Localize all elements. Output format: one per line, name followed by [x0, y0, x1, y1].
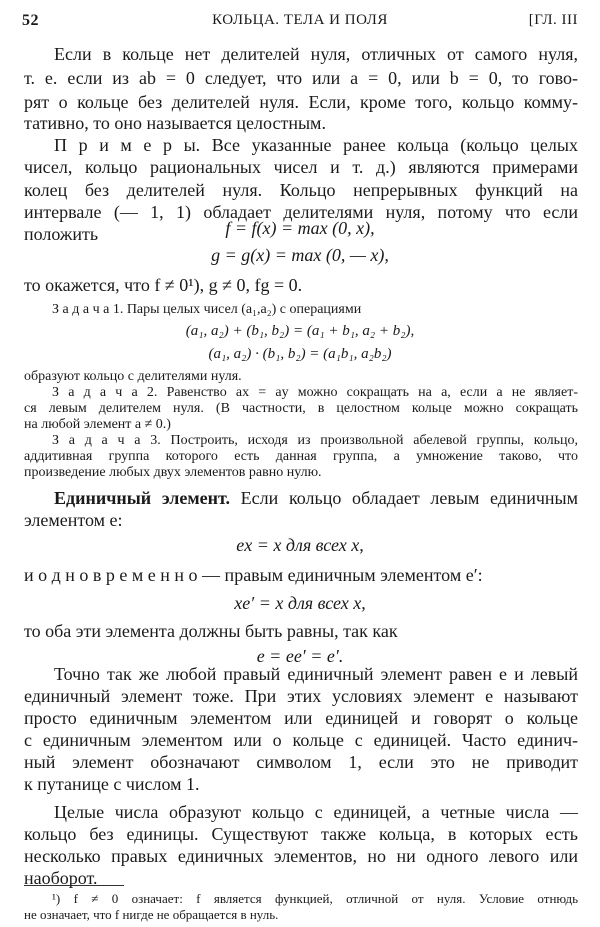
task1-formula: (a₁, a₂) + (b₁, b₂) = (a₁ + b₁, a₂ + b₂),: [185, 323, 415, 339]
task1-end: образуют кольцо с делителями нуля.: [24, 369, 242, 384]
formula-g: g = g(x) = max (0, — x),: [211, 245, 389, 265]
task2-line: ся левым делителем нуля. (В частности, в целостном кольце можно сокращать: [24, 401, 578, 416]
body-line: колец без делителей нуля. Кольцо непрерывных функций на: [24, 180, 578, 200]
body-line: чисел, кольцо рациональных чисел и т. д.) являются примерами: [24, 157, 578, 177]
formula-equality: e = ee′ = e′.: [256, 646, 344, 666]
task2-line: З а д а ч а 2. Равенство ax = ay можно сокращать на a, если a не являет-: [52, 385, 578, 400]
body-line: то окажется, что f ≠ 0¹), g ≠ 0, fg = 0.: [24, 275, 303, 295]
body-line: элементом e:: [24, 510, 123, 530]
body-line: и о д н о в р е м е н н о — правым единичным элементом e′:: [24, 565, 483, 585]
formula-f: f = f(x) = max (0, x),: [225, 218, 375, 238]
task1-formula: (a₁, a₂) · (b₁, b₂) = (a₁b₁, a₂b₂): [208, 346, 392, 362]
task3-line: З а д а ч а 3. Построить, исходя из произвольной абелевой группы, кольцо,: [52, 433, 578, 448]
body-line: то оба эти элемента должны быть равны, так как: [24, 621, 398, 641]
body-line: несколько правых единичных элементов, но ни одного левого или: [24, 846, 578, 866]
task1-intro: З а д а ч а 1. Пары целых чисел (a₁,a₂) с операциями: [52, 302, 362, 317]
body-line: Точно так же любой правый единичный элемент равен e и левый: [54, 664, 578, 684]
body-line: с единичным элементом или о кольце с единицей. Часто единич-: [24, 730, 578, 750]
body-line: к путанице с числом 1.: [24, 774, 200, 794]
footnote-line: не означает, что f нигде не обращается в нуль.: [24, 907, 279, 922]
task3-line: произведение любых двух элементов равно нулю.: [24, 465, 322, 480]
task3-line: аддитивная группа которого есть данная группа, а умножение таково, что: [24, 449, 578, 464]
body-line: т. е. если из ab = 0 следует, что или a = 0, или b = 0, то гово-: [24, 68, 578, 88]
body-line: наоборот.: [24, 868, 98, 888]
body-line: кольцо без единицы. Существуют также кольца, в которых есть: [24, 824, 578, 844]
running-title: КОЛЬЦА. ТЕЛА И ПОЛЯ: [212, 12, 388, 28]
body-line: положить: [24, 224, 99, 244]
body-line: П р и м е р ы. Все указанные ранее кольца (кольцо целых: [54, 135, 578, 155]
task2-line: на любой элемент a ≠ 0.): [24, 417, 171, 432]
page-header: [22, 12, 578, 32]
body-line: рят о кольце без делителей нуля. Если, кроме того, кольцо комму-: [24, 92, 578, 112]
formula-right-unit: xe′ = x для всех x,: [234, 593, 366, 613]
chapter-label: [ГЛ. III: [528, 12, 578, 28]
body-line: Если в кольце нет делителей нуля, отличных от самого нуля,: [54, 44, 578, 64]
page-number: 52: [22, 12, 39, 29]
body-line: единичный элемент тоже. При этих условиях элемент e называют: [24, 686, 578, 706]
section-heading-line: Единичный элемент. Если кольцо обладает левым единичным: [54, 488, 578, 508]
section-term: Единичный элемент.: [54, 488, 230, 508]
body-line: ный элемент обозначают символом 1, если это не приводит: [24, 752, 578, 772]
formula-left-unit: ex = x для всех x,: [236, 535, 364, 555]
body-line: Целые числа образуют кольцо с единицей, а четные числа —: [54, 802, 578, 822]
body-line: интервале (— 1, 1) обладает делителями нуля, потому что если: [24, 202, 578, 222]
body-line: просто единичным элементом или единицей и говорят о кольце: [24, 708, 578, 728]
footnote-line: ¹) f ≠ 0 означает: f является функцией, отличной от нуля. Условие отнюдь: [52, 891, 578, 906]
body-line: тативно, то оно называется целостным.: [24, 113, 326, 133]
